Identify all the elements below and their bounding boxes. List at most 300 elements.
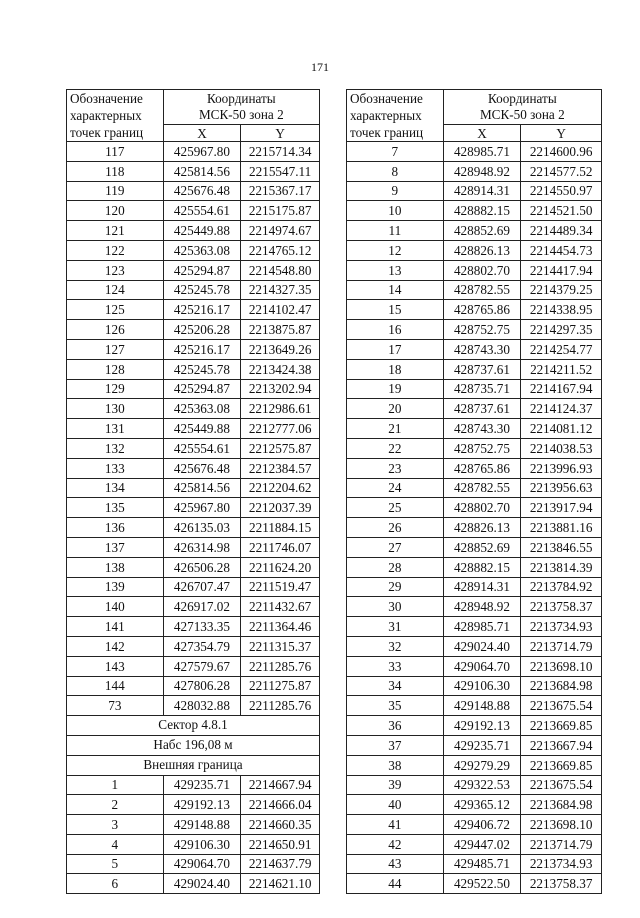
coordinates-table-left (66, 89, 320, 894)
x-coordinate-cell: 429279.29 (443, 755, 521, 775)
table-row (347, 597, 602, 617)
y-coordinate-cell: 2214489.34 (521, 221, 602, 241)
y-coordinate-cell: 2213881.16 (521, 518, 602, 538)
table-row (67, 280, 320, 300)
x-coordinate-cell: 428752.75 (443, 320, 521, 340)
table-row (67, 478, 320, 498)
table-row (347, 617, 602, 637)
y-coordinate-cell: 2211275.87 (241, 676, 320, 696)
table-row (347, 636, 602, 656)
point-number-cell: 137 (67, 537, 164, 557)
y-coordinate-cell: 2213846.55 (521, 537, 602, 557)
y-coordinate-cell: 2213996.93 (521, 458, 602, 478)
x-coordinate-cell: 426917.02 (163, 597, 241, 617)
y-coordinate-cell: 2211364.46 (241, 617, 320, 637)
x-coordinate-cell: 425676.48 (163, 181, 241, 201)
y-coordinate-cell: 2213956.63 (521, 478, 602, 498)
x-coordinate-cell: 428765.86 (443, 458, 521, 478)
y-coordinate-cell: 2213917.94 (521, 498, 602, 518)
table-row (67, 557, 320, 577)
point-number-cell: 24 (347, 478, 444, 498)
x-coordinate-cell: 429485.71 (443, 854, 521, 874)
table-row (67, 240, 320, 260)
y-coordinate-cell: 2215547.11 (241, 161, 320, 181)
table-row (347, 379, 602, 399)
y-coordinate-cell: 2212384.57 (241, 458, 320, 478)
point-number-cell: 128 (67, 359, 164, 379)
point-number-cell: 19 (347, 379, 444, 399)
x-coordinate-cell: 427579.67 (163, 656, 241, 676)
y-coordinate-cell: 2213758.37 (521, 597, 602, 617)
y-coordinate-cell: 2213698.10 (521, 815, 602, 835)
point-number-cell: 30 (347, 597, 444, 617)
y-coordinate-cell: 2212575.87 (241, 438, 320, 458)
y-coordinate-cell: 2214577.52 (521, 161, 602, 181)
table-row (347, 399, 602, 419)
x-coordinate-cell: 428914.31 (443, 181, 521, 201)
x-coordinate-cell: 425814.56 (163, 478, 241, 498)
table-row (347, 142, 602, 162)
x-coordinate-cell: 429106.30 (163, 834, 241, 854)
point-number-cell: 135 (67, 498, 164, 518)
table-row (347, 834, 602, 854)
x-coordinate-cell: 427133.35 (163, 617, 241, 637)
point-number-cell: 73 (67, 696, 164, 716)
point-number-cell: 144 (67, 676, 164, 696)
y-coordinate-cell: 2213758.37 (521, 874, 602, 894)
point-number-cell: 120 (67, 201, 164, 221)
y-coordinate-cell: 2214600.96 (521, 142, 602, 162)
point-number-cell: 23 (347, 458, 444, 478)
table-row (347, 854, 602, 874)
point-number-cell: 21 (347, 419, 444, 439)
point-number-cell: 34 (347, 676, 444, 696)
point-number-cell: 15 (347, 300, 444, 320)
x-coordinate-cell: 425216.17 (163, 339, 241, 359)
point-number-cell: 27 (347, 537, 444, 557)
y-coordinate-cell: 2212037.39 (241, 498, 320, 518)
y-coordinate-cell: 2213202.94 (241, 379, 320, 399)
table-row (347, 557, 602, 577)
y-coordinate-cell: 2214379.25 (521, 280, 602, 300)
point-number-cell: 22 (347, 438, 444, 458)
point-number-cell: 129 (67, 379, 164, 399)
point-number-cell: 127 (67, 339, 164, 359)
table-row (67, 181, 320, 201)
point-number-cell: 31 (347, 617, 444, 637)
table-row (347, 518, 602, 538)
y-coordinate-cell: 2211432.67 (241, 597, 320, 617)
section-row (67, 735, 320, 755)
y-coordinate-cell: 2214637.79 (241, 854, 320, 874)
point-number-cell: 136 (67, 518, 164, 538)
y-coordinate-cell: 2214038.53 (521, 438, 602, 458)
sector-abs-height: Набс 196,08 м (67, 735, 320, 755)
y-coordinate-cell: 2213649.26 (241, 339, 320, 359)
y-coordinate-cell: 2214765.12 (241, 240, 320, 260)
table-row (347, 201, 602, 221)
table-row (67, 656, 320, 676)
point-number-cell: 141 (67, 617, 164, 637)
header-line-1: Обозначение (70, 91, 143, 106)
y-coordinate-cell: 2214550.97 (521, 181, 602, 201)
y-coordinate-cell: 2212204.62 (241, 478, 320, 498)
point-number-cell: 26 (347, 518, 444, 538)
table-row (67, 359, 320, 379)
point-number-cell: 39 (347, 775, 444, 795)
x-coordinate-cell: 425294.87 (163, 379, 241, 399)
table-row (347, 300, 602, 320)
x-coordinate-cell: 428852.69 (443, 537, 521, 557)
y-coordinate-cell: 2214548.80 (241, 260, 320, 280)
point-number-cell: 17 (347, 339, 444, 359)
table-row (347, 478, 602, 498)
x-coordinate-cell: 425449.88 (163, 221, 241, 241)
table-row (347, 260, 602, 280)
coordinate-system: МСК-50 зона 2 (479, 107, 565, 123)
point-number-cell: 28 (347, 557, 444, 577)
point-number-cell: 12 (347, 240, 444, 260)
y-coordinate-cell: 2214521.50 (521, 201, 602, 221)
table-row (67, 260, 320, 280)
x-coordinate-cell: 426506.28 (163, 557, 241, 577)
table-row (67, 300, 320, 320)
table-row (67, 320, 320, 340)
y-coordinate-cell: 2214167.94 (521, 379, 602, 399)
x-coordinate-cell: 428782.55 (443, 280, 521, 300)
point-number-cell: 29 (347, 577, 444, 597)
table-row (347, 320, 602, 340)
y-coordinate-cell: 2214211.52 (521, 359, 602, 379)
x-coordinate-cell: 426314.98 (163, 537, 241, 557)
point-number-cell: 6 (67, 874, 164, 894)
y-coordinate-cell: 2211315.37 (241, 636, 320, 656)
x-coordinate-cell: 428802.70 (443, 260, 521, 280)
point-number-cell: 133 (67, 458, 164, 478)
point-number-cell: 139 (67, 577, 164, 597)
point-number-cell: 4 (67, 834, 164, 854)
point-number-cell: 7 (347, 142, 444, 162)
point-number-cell: 117 (67, 142, 164, 162)
y-coordinate-cell: 2214650.91 (241, 834, 320, 854)
point-number-cell: 122 (67, 240, 164, 260)
x-coordinate-cell: 429322.53 (443, 775, 521, 795)
x-coordinate-cell: 427354.79 (163, 636, 241, 656)
table-row (347, 735, 602, 755)
point-number-cell: 32 (347, 636, 444, 656)
table-row (347, 498, 602, 518)
x-coordinate-cell: 425967.80 (163, 142, 241, 162)
point-number-cell: 8 (347, 161, 444, 181)
y-coordinate-cell: 2214254.77 (521, 339, 602, 359)
y-coordinate-cell: 2214297.35 (521, 320, 602, 340)
y-coordinate-cell: 2214974.67 (241, 221, 320, 241)
x-coordinate-cell: 428743.30 (443, 339, 521, 359)
table-row (347, 874, 602, 894)
x-coordinate-cell: 425245.78 (163, 359, 241, 379)
x-coordinate-cell: 428737.61 (443, 399, 521, 419)
x-coordinate-cell: 429406.72 (443, 815, 521, 835)
y-coordinate-cell: 2215714.34 (241, 142, 320, 162)
y-coordinate-cell: 2211884.15 (241, 518, 320, 538)
x-coordinate-cell: 428914.31 (443, 577, 521, 597)
table-row (347, 359, 602, 379)
x-coordinate-cell: 425449.88 (163, 419, 241, 439)
table-row (347, 755, 602, 775)
table-row (347, 221, 602, 241)
y-coordinate-cell: 2213669.85 (521, 716, 602, 736)
table-row (347, 696, 602, 716)
y-coordinate-cell: 2211746.07 (241, 537, 320, 557)
point-number-cell: 3 (67, 815, 164, 835)
y-coordinate-cell: 2211624.20 (241, 557, 320, 577)
point-designation-header (67, 90, 164, 142)
x-coordinate-cell: 425676.48 (163, 458, 241, 478)
coordinates-header (443, 90, 601, 125)
table-row (347, 280, 602, 300)
coordinates-title: Координаты (206, 90, 276, 106)
x-coordinate-cell: 429148.88 (443, 696, 521, 716)
table-row (67, 617, 320, 637)
x-coordinate-cell: 425554.61 (163, 201, 241, 221)
table-row (67, 142, 320, 162)
table-row (347, 815, 602, 835)
x-coordinate-cell: 425554.61 (163, 438, 241, 458)
point-number-cell: 41 (347, 815, 444, 835)
table-row (67, 221, 320, 241)
y-coordinate-cell: 2213669.85 (521, 755, 602, 775)
y-coordinate-cell: 2214338.95 (521, 300, 602, 320)
point-number-cell: 25 (347, 498, 444, 518)
table-row (67, 419, 320, 439)
boundary-type: Внешняя граница (67, 755, 320, 775)
point-number-cell: 1 (67, 775, 164, 795)
x-coordinate-cell: 429192.13 (163, 795, 241, 815)
point-number-cell: 2 (67, 795, 164, 815)
x-header: X (163, 125, 241, 142)
table-row (67, 795, 320, 815)
point-number-cell: 134 (67, 478, 164, 498)
point-number-cell: 13 (347, 260, 444, 280)
point-number-cell: 35 (347, 696, 444, 716)
y-coordinate-cell: 2214666.04 (241, 795, 320, 815)
point-number-cell: 142 (67, 636, 164, 656)
table-row (347, 795, 602, 815)
coordinate-system: МСК-50 зона 2 (198, 107, 284, 123)
point-number-cell: 143 (67, 656, 164, 676)
x-coordinate-cell: 428735.71 (443, 379, 521, 399)
table-row (347, 537, 602, 557)
x-coordinate-cell: 429235.71 (443, 735, 521, 755)
y-coordinate-cell: 2214621.10 (241, 874, 320, 894)
x-coordinate-cell: 429148.88 (163, 815, 241, 835)
y-coordinate-cell: 2213684.98 (521, 795, 602, 815)
table-row (347, 339, 602, 359)
table-row (67, 834, 320, 854)
y-coordinate-cell: 2214417.94 (521, 260, 602, 280)
point-number-cell: 119 (67, 181, 164, 201)
table-row (67, 339, 320, 359)
x-coordinate-cell: 428737.61 (443, 359, 521, 379)
x-coordinate-cell: 428948.92 (443, 597, 521, 617)
x-coordinate-cell: 428882.15 (443, 201, 521, 221)
point-number-cell: 125 (67, 300, 164, 320)
page-number: 171 (311, 60, 329, 74)
y-header: Y (241, 125, 320, 142)
point-number-cell: 37 (347, 735, 444, 755)
y-coordinate-cell: 2213698.10 (521, 656, 602, 676)
y-header: Y (521, 125, 602, 142)
header-line-2: характерных (350, 108, 422, 123)
header-line-1: Обозначение (350, 91, 423, 106)
x-coordinate-cell: 428948.92 (443, 161, 521, 181)
table-row (347, 438, 602, 458)
point-number-cell: 38 (347, 755, 444, 775)
header-row (347, 90, 602, 125)
y-coordinate-cell: 2213734.93 (521, 617, 602, 637)
y-coordinate-cell: 2213714.79 (521, 636, 602, 656)
x-coordinate-cell: 426707.47 (163, 577, 241, 597)
table-row (67, 379, 320, 399)
table-row (347, 716, 602, 736)
point-number-cell: 20 (347, 399, 444, 419)
x-header: X (443, 125, 521, 142)
x-coordinate-cell: 429024.40 (163, 874, 241, 894)
table-row (67, 498, 320, 518)
x-coordinate-cell: 428765.86 (443, 300, 521, 320)
table-row (347, 458, 602, 478)
y-coordinate-cell: 2213875.87 (241, 320, 320, 340)
point-number-cell: 5 (67, 854, 164, 874)
y-coordinate-cell: 2212986.61 (241, 399, 320, 419)
table-row (67, 676, 320, 696)
point-number-cell: 16 (347, 320, 444, 340)
table-row (347, 656, 602, 676)
point-number-cell: 44 (347, 874, 444, 894)
x-coordinate-cell: 429064.70 (443, 656, 521, 676)
header-line-2: характерных (70, 108, 142, 123)
x-coordinate-cell: 425294.87 (163, 260, 241, 280)
table-row (67, 854, 320, 874)
y-coordinate-cell: 2213675.54 (521, 775, 602, 795)
point-number-cell: 33 (347, 656, 444, 676)
y-coordinate-cell: 2214124.37 (521, 399, 602, 419)
x-coordinate-cell: 428743.30 (443, 419, 521, 439)
y-coordinate-cell: 2214327.35 (241, 280, 320, 300)
table-row (67, 537, 320, 557)
y-coordinate-cell: 2213675.54 (521, 696, 602, 716)
y-coordinate-cell: 2213667.94 (521, 735, 602, 755)
coordinates-title: Координаты (487, 90, 557, 106)
y-coordinate-cell: 2214454.73 (521, 240, 602, 260)
x-coordinate-cell: 425216.17 (163, 300, 241, 320)
coordinates-header (163, 90, 319, 125)
x-coordinate-cell: 425967.80 (163, 498, 241, 518)
x-coordinate-cell: 428752.75 (443, 438, 521, 458)
table-row (67, 874, 320, 894)
y-coordinate-cell: 2214102.47 (241, 300, 320, 320)
point-designation-header (347, 90, 444, 142)
y-coordinate-cell: 2211285.76 (241, 656, 320, 676)
x-coordinate-cell: 428782.55 (443, 478, 521, 498)
table-row (67, 597, 320, 617)
header-line-3: точек границ (70, 125, 144, 140)
point-number-cell: 9 (347, 181, 444, 201)
table-row (67, 399, 320, 419)
x-coordinate-cell: 428852.69 (443, 221, 521, 241)
table-row (347, 181, 602, 201)
x-coordinate-cell: 425363.08 (163, 399, 241, 419)
point-number-cell: 138 (67, 557, 164, 577)
x-coordinate-cell: 425814.56 (163, 161, 241, 181)
point-number-cell: 18 (347, 359, 444, 379)
y-coordinate-cell: 2213734.93 (521, 854, 602, 874)
table-row (67, 161, 320, 181)
y-coordinate-cell: 2211519.47 (241, 577, 320, 597)
y-coordinate-cell: 2213714.79 (521, 834, 602, 854)
header-row (67, 90, 320, 125)
x-coordinate-cell: 429447.02 (443, 834, 521, 854)
table-row (67, 775, 320, 795)
x-coordinate-cell: 429024.40 (443, 636, 521, 656)
point-number-cell: 123 (67, 260, 164, 280)
x-coordinate-cell: 428802.70 (443, 498, 521, 518)
table-row (67, 458, 320, 478)
table-row (347, 775, 602, 795)
point-number-cell: 11 (347, 221, 444, 241)
x-coordinate-cell: 429235.71 (163, 775, 241, 795)
section-row (67, 755, 320, 775)
y-coordinate-cell: 2215367.17 (241, 181, 320, 201)
point-number-cell: 36 (347, 716, 444, 736)
x-coordinate-cell: 425363.08 (163, 240, 241, 260)
table-row (347, 577, 602, 597)
point-number-cell: 140 (67, 597, 164, 617)
point-number-cell: 131 (67, 419, 164, 439)
table-row (67, 636, 320, 656)
point-number-cell: 132 (67, 438, 164, 458)
table-row (67, 518, 320, 538)
table-row (67, 438, 320, 458)
y-coordinate-cell: 2214660.35 (241, 815, 320, 835)
coordinates-table-right (346, 89, 602, 894)
table-row (347, 161, 602, 181)
x-coordinate-cell: 429365.12 (443, 795, 521, 815)
table-row (67, 815, 320, 835)
table-row (347, 240, 602, 260)
header-line-3: точек границ (350, 125, 424, 140)
point-number-cell: 130 (67, 399, 164, 419)
y-coordinate-cell: 2213684.98 (521, 676, 602, 696)
x-coordinate-cell: 429106.30 (443, 676, 521, 696)
table-row (347, 676, 602, 696)
x-coordinate-cell: 426135.03 (163, 518, 241, 538)
x-coordinate-cell: 427806.28 (163, 676, 241, 696)
sector-name: Сектор 4.8.1 (67, 716, 320, 736)
point-number-cell: 43 (347, 854, 444, 874)
x-coordinate-cell: 425245.78 (163, 280, 241, 300)
y-coordinate-cell: 2214081.12 (521, 419, 602, 439)
x-coordinate-cell: 428985.71 (443, 617, 521, 637)
x-coordinate-cell: 428826.13 (443, 240, 521, 260)
point-number-cell: 121 (67, 221, 164, 241)
point-number-cell: 40 (347, 795, 444, 815)
y-coordinate-cell: 2213424.38 (241, 359, 320, 379)
x-coordinate-cell: 428826.13 (443, 518, 521, 538)
y-coordinate-cell: 2213784.92 (521, 577, 602, 597)
point-number-cell: 10 (347, 201, 444, 221)
point-number-cell: 124 (67, 280, 164, 300)
